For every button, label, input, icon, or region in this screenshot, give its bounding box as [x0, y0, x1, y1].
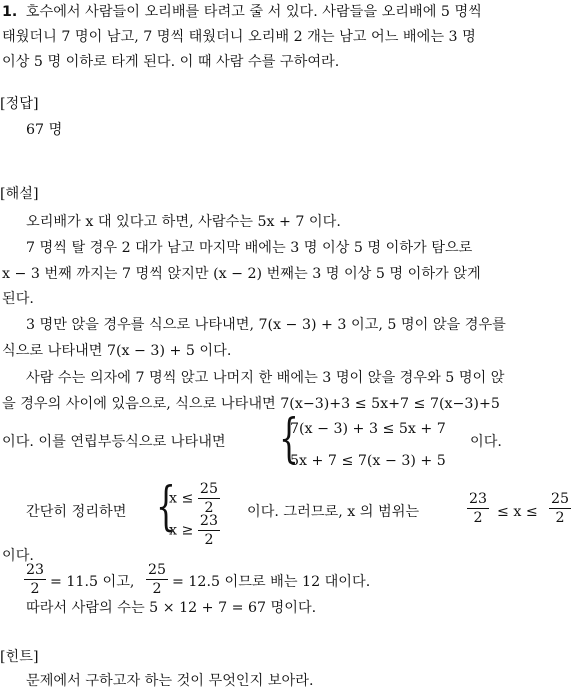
problem-line-1 [2, 2, 482, 22]
answer-value: 67 명 [26, 122, 63, 138]
p6-fraction-25 [146, 561, 168, 598]
system1-row-1: 7(x − 3) + 3 ≤ 5x + 7 [290, 421, 446, 437]
fraction-denominator: 2 [152, 581, 162, 597]
fraction-denominator: 2 [555, 510, 565, 526]
fraction-numerator: 25 [148, 562, 167, 578]
fraction-denominator: 2 [473, 510, 483, 526]
fraction-25-over-2 [146, 561, 168, 598]
system-brace-1: { [279, 409, 299, 469]
range-upper-fraction [549, 490, 571, 527]
system2-row-2 [169, 512, 220, 549]
range-inequality: ≤ x ≤ [497, 504, 538, 520]
explanation-p7: 따라서 사람의 수는 5 × 12 + 7 = 67 명이다. [26, 600, 317, 616]
range-lower-fraction [467, 490, 489, 527]
fraction-23-over-2 [198, 512, 220, 549]
explanation-p1: 오리배가 x 대 있다고 하면, 사람수는 5x + 7 이다. [26, 214, 341, 230]
explanation-p4-line-3-post: 이다. [470, 434, 502, 450]
explanation-p4-line-1: 사람 수는 의자에 7 명씩 앉고 나머지 한 배에는 3 명이 앉을 경우와 5 명이 앉 [26, 370, 505, 386]
fraction-numerator: 23 [199, 513, 218, 529]
explanation-p3-line-1: 3 명만 앉을 경우를 식으로 나타내면, 7(x − 3) + 3 이고, 5 명이 앉을 경우를 [26, 317, 506, 333]
system-brace-2: { [156, 477, 176, 537]
hint-text: 문제에서 구하고자 하는 것이 무엇인지 보아라. [26, 673, 314, 689]
explanation-header: [해설] [0, 186, 39, 202]
p6-fraction-23 [24, 561, 46, 598]
fraction-numerator: 23 [26, 562, 45, 578]
explanation-p6-a: = 11.5 이고, [50, 574, 135, 590]
fraction-denominator: 2 [204, 532, 214, 548]
explanation-p5-mid: 이다. 그러므로, x 의 범위는 [247, 504, 420, 520]
system2-row2-lhs: x ≥ [169, 522, 194, 539]
fraction-denominator: 2 [204, 500, 214, 516]
problem-line-3: 이상 5 명 이하로 타게 된다. 이 때 사람 수를 구하여라. [2, 54, 340, 70]
system2-row1-lhs: x ≤ [169, 490, 194, 507]
explanation-p6-b: = 12.5 이므로 배는 12 대이다. [172, 574, 371, 590]
problem-number: 1. [2, 4, 18, 20]
problem-text-1: 호수에서 사람들이 오리배를 타려고 줄 서 있다. 사람들을 오리배에 5 명씩 [25, 4, 482, 20]
explanation-p5-pre: 간단히 정리하면 [26, 504, 127, 520]
fraction-denominator: 2 [30, 581, 40, 597]
answer-header: [정답] [0, 96, 39, 112]
problem-line-2: 태웠더니 7 명이 남고, 7 명씩 태웠더니 오리배 2 개는 남고 어느 배에는 3 명 [2, 29, 476, 45]
explanation-p2-line-3: 된다. [2, 291, 34, 307]
explanation-p2-line-2: x − 3 번째 까지는 7 명씩 앉지만 (x − 2) 번째는 3 명 이상 5 명 이하가 앉게 [2, 266, 481, 282]
fraction-numerator: 25 [199, 481, 218, 497]
fraction-numerator: 25 [551, 491, 570, 507]
fraction-numerator: 23 [469, 491, 488, 507]
hint-header: [힌트] [0, 649, 39, 665]
explanation-p5-end: 이다. [2, 548, 34, 564]
system1-row-2: 5x + 7 ≤ 7(x − 3) + 5 [290, 453, 446, 469]
explanation-p2-line-1: 7 명씩 탈 경우 2 대가 남고 마지막 배에는 3 명 이상 5 명 이하가 탐으로 [26, 240, 473, 256]
fraction-23-over-2 [467, 490, 489, 527]
explanation-p4-line-2: 을 경우의 사이에 있음으로, 식으로 나타내면 7(x−3)+3 ≤ 5x+7 ≤ 7(x−3)+5 [2, 396, 500, 412]
fraction-23-over-2 [24, 561, 46, 598]
explanation-p3-line-2: 식으로 나타내면 7(x − 3) + 5 이다. [2, 343, 232, 359]
fraction-25-over-2 [549, 490, 571, 527]
explanation-p4-line-3-pre: 이다. 이를 연립부등식으로 나타내면 [2, 434, 226, 450]
